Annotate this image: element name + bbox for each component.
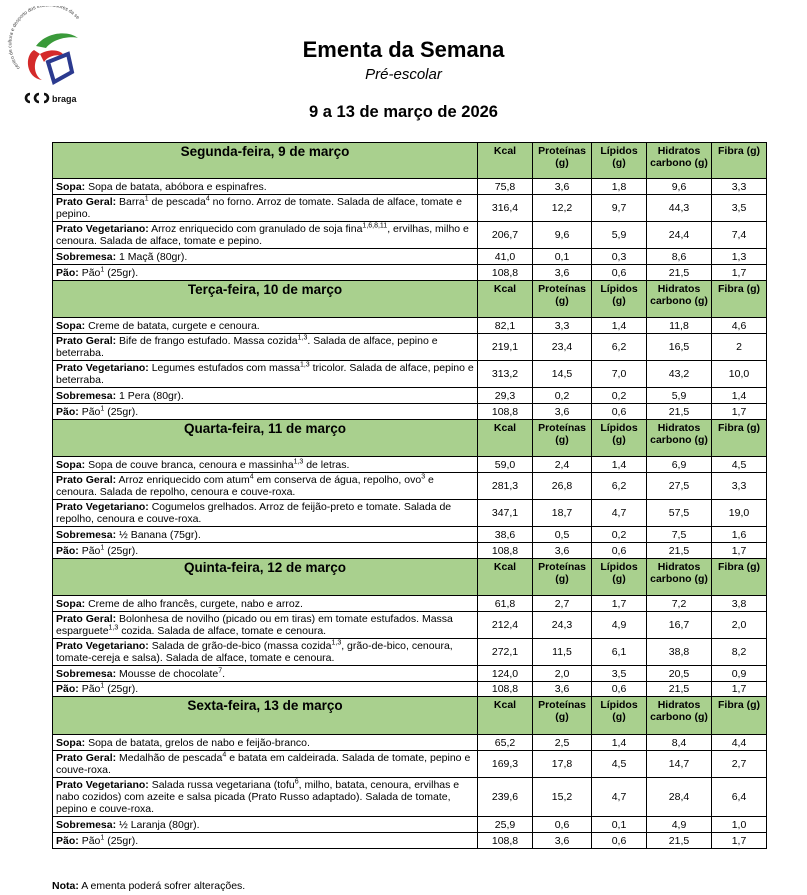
nutrition-value: 1,7: [712, 265, 767, 281]
nutrition-value: 6,2: [592, 473, 647, 500]
nutrition-value: 0,1: [533, 249, 592, 265]
dish-text: Barra$^1$ de pescada$^4$ no forno. Arroz de tomate. Salada de alface, tomate e pepino.: [56, 195, 462, 220]
nutrition-value: 8,4: [647, 735, 712, 751]
day-header-row: [53, 420, 767, 457]
nutrition-value: 4,9: [592, 612, 647, 639]
column-header: Kcal: [478, 559, 533, 596]
nutrition-value: 1,4: [592, 735, 647, 751]
dish-text: Pão$^1$ (25gr).: [81, 405, 139, 418]
dish-label: Pão:: [56, 544, 79, 557]
nutrition-value: 2,7: [533, 596, 592, 612]
dish-text: Sopa de couve branca, cenoura e massinha$^{1,3}$ de letras.: [88, 458, 350, 471]
column-header: Lípidos (g): [592, 420, 647, 457]
nutrition-value: 2,5: [533, 735, 592, 751]
nutrition-value: 26,8: [533, 473, 592, 500]
nutrition-value: 8,2: [712, 639, 767, 666]
dish-description: [53, 195, 478, 222]
column-header: Lípidos (g): [592, 281, 647, 318]
nutrition-value: 1,8: [592, 179, 647, 195]
nutrition-value: 313,2: [478, 361, 533, 388]
column-header: Hidratos carbono (g): [647, 559, 712, 596]
menu-row: [53, 778, 767, 817]
dish-description: [53, 543, 478, 559]
dish-description: [53, 735, 478, 751]
dish-description: [53, 527, 478, 543]
nutrition-value: 1,7: [592, 596, 647, 612]
nutrition-value: 3,6: [533, 833, 592, 849]
menu-row: [53, 817, 767, 833]
dish-text: Arroz enriquecido com granulado de soja fina$^{1,6,8,11}$, ervilhas, milho e cenoura. Salada de alface, tomate e pepino.: [56, 222, 469, 247]
menu-row: [53, 751, 767, 778]
nutrition-value: 57,5: [647, 500, 712, 527]
nutrition-value: 10,0: [712, 361, 767, 388]
nutrition-value: 1,3: [712, 249, 767, 265]
nutrition-value: 8,6: [647, 249, 712, 265]
nutrition-value: 108,8: [478, 404, 533, 420]
column-header: Kcal: [478, 281, 533, 318]
day-name: Segunda-feira, 9 de março: [53, 143, 478, 179]
menu-row: [53, 195, 767, 222]
dish-label: Sopa:: [56, 180, 86, 193]
column-header: Lípidos (g): [592, 559, 647, 596]
dish-label: Pão:: [56, 834, 79, 847]
nutrition-value: 1,4: [592, 457, 647, 473]
dish-text: Cogumelos grelhados. Arroz de feijão-preto e tomate. Salada de repolho, cenoura e couve-roxa.: [56, 501, 452, 525]
menu-table: [52, 142, 767, 849]
nutrition-value: 2,0: [712, 612, 767, 639]
dish-description: [53, 457, 478, 473]
menu-row: [53, 682, 767, 697]
nutrition-value: 27,5: [647, 473, 712, 500]
menu-row: [53, 361, 767, 388]
nutrition-value: 16,7: [647, 612, 712, 639]
menu-row: [53, 639, 767, 666]
dish-label: Sobremesa:: [56, 818, 117, 831]
nutrition-value: 7,2: [647, 596, 712, 612]
column-header: Kcal: [478, 143, 533, 179]
column-header: Proteínas (g): [533, 697, 592, 735]
dish-description: [53, 666, 478, 682]
menu-row: [53, 735, 767, 751]
nutrition-value: 75,8: [478, 179, 533, 195]
nutrition-value: 1,6: [712, 527, 767, 543]
nutrition-value: 0,5: [533, 527, 592, 543]
nutrition-value: 281,3: [478, 473, 533, 500]
nutrition-value: 14,5: [533, 361, 592, 388]
nutrition-value: 1,7: [712, 833, 767, 849]
nutrition-value: 108,8: [478, 543, 533, 559]
dish-label: Sopa:: [56, 458, 86, 471]
nutrition-value: 124,0: [478, 666, 533, 682]
dish-description: [53, 179, 478, 195]
nutrition-value: 7,0: [592, 361, 647, 388]
nutrition-value: 0,6: [592, 682, 647, 697]
menu-row: [53, 457, 767, 473]
dish-description: [53, 473, 478, 500]
dish-text: Medalhão de pescada$^4$ e batata em caldeirada. Salada de tomate, pepino e couve-roxa.: [56, 751, 471, 776]
dish-text: Pão$^1$ (25gr).: [81, 544, 139, 557]
nutrition-value: 3,6: [533, 265, 592, 281]
note-label: Nota:: [52, 880, 79, 892]
dish-text: Creme de batata, curgete e cenoura.: [88, 319, 260, 332]
nutrition-value: 4,7: [592, 500, 647, 527]
nutrition-value: 3,6: [533, 404, 592, 420]
nutrition-value: 239,6: [478, 778, 533, 817]
nutrition-value: 23,4: [533, 334, 592, 361]
nutrition-value: 4,4: [712, 735, 767, 751]
nutrition-value: 38,6: [478, 527, 533, 543]
nutrition-value: 0,2: [533, 388, 592, 404]
nutrition-value: 24,4: [647, 222, 712, 249]
menu-row: [53, 612, 767, 639]
nutrition-value: 6,1: [592, 639, 647, 666]
nutrition-value: 0,9: [712, 666, 767, 682]
dish-text: Legumes estufados com massa$^{1,3}$ tricolor. Salada de alface, pepino e beterraba.: [56, 361, 474, 386]
dish-label: Prato Vegetariano:: [56, 362, 149, 374]
column-header: Fibra (g): [712, 420, 767, 457]
note-text: A ementa poderá sofrer alterações.: [81, 880, 246, 892]
nutrition-value: 1,4: [712, 388, 767, 404]
column-header: Proteínas (g): [533, 143, 592, 179]
nutrition-value: 11,8: [647, 318, 712, 334]
nutrition-value: 20,5: [647, 666, 712, 682]
dish-label: Sopa:: [56, 597, 86, 610]
dish-label: Sobremesa:: [56, 667, 117, 680]
nutrition-value: 6,9: [647, 457, 712, 473]
nutrition-value: 4,7: [592, 778, 647, 817]
column-header: Fibra (g): [712, 143, 767, 179]
menu-row: [53, 596, 767, 612]
dish-label: Prato Geral:: [56, 752, 117, 764]
nutrition-value: 108,8: [478, 682, 533, 697]
nutrition-value: 3,6: [533, 543, 592, 559]
dish-description: [53, 318, 478, 334]
column-header: Fibra (g): [712, 697, 767, 735]
menu-row: [53, 527, 767, 543]
nutrition-value: 169,3: [478, 751, 533, 778]
nutrition-value: 0,2: [592, 388, 647, 404]
dish-description: [53, 222, 478, 249]
nutrition-value: 2,4: [533, 457, 592, 473]
nutrition-value: 21,5: [647, 404, 712, 420]
column-header: Fibra (g): [712, 281, 767, 318]
dish-label: Sopa:: [56, 319, 86, 332]
menu-row: [53, 179, 767, 195]
dish-text: Pão$^1$ (25gr).: [81, 834, 139, 847]
nutrition-value: 21,5: [647, 833, 712, 849]
nutrition-value: 6,4: [712, 778, 767, 817]
menu-row: [53, 666, 767, 682]
logo-wordmark: braga: [52, 94, 77, 104]
dish-description: [53, 612, 478, 639]
column-header: Lípidos (g): [592, 143, 647, 179]
dish-label: Sobremesa:: [56, 389, 117, 402]
nutrition-value: 7,4: [712, 222, 767, 249]
column-header: Lípidos (g): [592, 697, 647, 735]
column-header: Proteínas (g): [533, 281, 592, 318]
dish-label: Prato Vegetariano:: [56, 640, 149, 652]
dish-description: [53, 833, 478, 849]
column-header: Hidratos carbono (g): [647, 143, 712, 179]
menu-row: [53, 249, 767, 265]
menu-row: [53, 318, 767, 334]
dish-description: [53, 639, 478, 666]
nutrition-value: 347,1: [478, 500, 533, 527]
logo-arc-text: centro de cultura e desporto dos tra dores da se: [7, 6, 81, 71]
nutrition-value: 65,2: [478, 735, 533, 751]
nutrition-value: 1,7: [712, 543, 767, 559]
nutrition-value: 9,6: [647, 179, 712, 195]
dish-label: Sopa:: [56, 736, 86, 749]
menu-row: [53, 265, 767, 281]
nutrition-value: 4,6: [712, 318, 767, 334]
dish-label: Pão:: [56, 266, 79, 279]
nutrition-value: 2: [712, 334, 767, 361]
day-name: Quinta-feira, 12 de março: [53, 559, 478, 596]
menu-row: [53, 473, 767, 500]
dish-description: [53, 388, 478, 404]
dish-description: [53, 596, 478, 612]
nutrition-value: 3,3: [712, 473, 767, 500]
dish-label: Prato Vegetariano:: [56, 501, 149, 513]
dish-text: Pão$^1$ (25gr).: [81, 682, 139, 695]
nutrition-value: 61,8: [478, 596, 533, 612]
nutrition-value: 3,8: [712, 596, 767, 612]
dish-label: Pão:: [56, 405, 79, 418]
nutrition-value: 2,0: [533, 666, 592, 682]
nutrition-value: 9,7: [592, 195, 647, 222]
nutrition-value: 108,8: [478, 833, 533, 849]
nutrition-value: 24,3: [533, 612, 592, 639]
column-header: Hidratos carbono (g): [647, 420, 712, 457]
nutrition-value: 9,6: [533, 222, 592, 249]
nutrition-value: 2,7: [712, 751, 767, 778]
dish-label: Prato Geral:: [56, 196, 117, 208]
nutrition-value: 3,5: [592, 666, 647, 682]
menu-row: [53, 388, 767, 404]
column-header: Proteínas (g): [533, 420, 592, 457]
dish-text: Salada de grão-de-bico (massa cozida$^{1,3}$, grão-de-bico, cenoura, tomate-cereja e salsa). Salada de alface, tomate e cenoura.: [56, 639, 453, 664]
dish-text: Bolonhesa de novilho (picado ou em tiras) em tomate estufados. Massa esparguete$^{1,3}$ cozida. Salada de alface, tomate e cenoura.: [56, 613, 453, 637]
dish-text: ½ Laranja (80gr).: [119, 818, 200, 831]
nutrition-value: 5,9: [647, 388, 712, 404]
nutrition-value: 21,5: [647, 265, 712, 281]
dish-description: [53, 249, 478, 265]
day-header-row: [53, 559, 767, 596]
nutrition-value: 12,2: [533, 195, 592, 222]
menu-row: [53, 543, 767, 559]
dish-description: [53, 778, 478, 817]
day-header-row: [53, 281, 767, 318]
nutrition-value: 0,6: [592, 265, 647, 281]
nutrition-value: 3,3: [533, 318, 592, 334]
dish-description: [53, 404, 478, 420]
nutrition-value: 1,4: [592, 318, 647, 334]
nutrition-value: 44,3: [647, 195, 712, 222]
nutrition-value: 16,5: [647, 334, 712, 361]
menu-note: [52, 880, 245, 892]
nutrition-value: 28,4: [647, 778, 712, 817]
dish-description: [53, 817, 478, 833]
nutrition-value: 0,6: [592, 543, 647, 559]
nutrition-value: 15,2: [533, 778, 592, 817]
nutrition-value: 3,5: [712, 195, 767, 222]
nutrition-value: 219,1: [478, 334, 533, 361]
page-title: Ementa da Semana: [302, 37, 505, 62]
dish-text: Salada russa vegetariana (tofu$^6$, milho, batata, cenoura, ervilhas e nabo cozidos) com azeite e salsa picada (Prato Russo adaptado). Salada de tomate, pepino e couve-roxa.: [56, 778, 460, 815]
nutrition-value: 14,7: [647, 751, 712, 778]
nutrition-value: 38,8: [647, 639, 712, 666]
menu-row: [53, 833, 767, 849]
dish-description: [53, 751, 478, 778]
day-name: Quarta-feira, 11 de março: [53, 420, 478, 457]
nutrition-value: 272,1: [478, 639, 533, 666]
nutrition-value: 316,4: [478, 195, 533, 222]
dish-description: [53, 682, 478, 697]
column-header: Kcal: [478, 697, 533, 735]
column-header: Fibra (g): [712, 559, 767, 596]
dish-text: Creme de alho francês, curgete, nabo e arroz.: [88, 597, 303, 610]
nutrition-value: 1,7: [712, 682, 767, 697]
column-header: Hidratos carbono (g): [647, 281, 712, 318]
nutrition-value: 0,6: [592, 404, 647, 420]
dish-label: Prato Geral:: [56, 474, 117, 486]
nutrition-value: 3,6: [533, 682, 592, 697]
nutrition-value: 18,7: [533, 500, 592, 527]
nutrition-value: 3,3: [712, 179, 767, 195]
menu-row: [53, 500, 767, 527]
nutrition-value: 82,1: [478, 318, 533, 334]
nutrition-value: 1,0: [712, 817, 767, 833]
menu-row: [53, 404, 767, 420]
column-header: Hidratos carbono (g): [647, 697, 712, 735]
day-header-row: [53, 697, 767, 735]
page-subtitle: Pré-escolar: [365, 66, 442, 83]
nutrition-value: 212,4: [478, 612, 533, 639]
dish-description: [53, 334, 478, 361]
nutrition-value: 17,8: [533, 751, 592, 778]
dish-label: Sobremesa:: [56, 250, 117, 263]
nutrition-value: 3,6: [533, 179, 592, 195]
dish-label: Prato Vegetariano:: [56, 223, 149, 235]
nutrition-value: 21,5: [647, 543, 712, 559]
day-name: Sexta-feira, 13 de março: [53, 697, 478, 735]
dish-text: 1 Maçã (80gr).: [119, 250, 188, 263]
nutrition-value: 7,5: [647, 527, 712, 543]
dish-text: Sopa de batata, grelos de nabo e feijão-branco.: [88, 736, 310, 749]
dish-text: Sopa de batata, abóbora e espinafres.: [88, 180, 267, 193]
dish-description: [53, 265, 478, 281]
dish-label: Prato Geral:: [56, 335, 117, 347]
nutrition-value: 0,6: [533, 817, 592, 833]
nutrition-value: 21,5: [647, 682, 712, 697]
nutrition-value: 43,2: [647, 361, 712, 388]
nutrition-value: 25,9: [478, 817, 533, 833]
column-header: Proteínas (g): [533, 559, 592, 596]
nutrition-value: 108,8: [478, 265, 533, 281]
nutrition-value: 0,3: [592, 249, 647, 265]
nutrition-value: 11,5: [533, 639, 592, 666]
menu-row: [53, 222, 767, 249]
dish-text: Pão$^1$ (25gr).: [81, 266, 139, 279]
nutrition-value: 1,7: [712, 404, 767, 420]
dish-text: ½ Banana (75gr).: [119, 528, 201, 541]
nutrition-value: 41,0: [478, 249, 533, 265]
dish-label: Pão:: [56, 683, 79, 695]
dish-description: [53, 361, 478, 388]
dish-text: 1 Pera (80gr).: [119, 389, 184, 402]
nutrition-value: 4,5: [592, 751, 647, 778]
dish-label: Sobremesa:: [56, 528, 117, 541]
nutrition-value: 6,2: [592, 334, 647, 361]
nutrition-value: 0,2: [592, 527, 647, 543]
dish-text: Arroz enriquecido com atum$^4$ em conserva de água, repolho, ovo$^3$ e cenoura. Salada de repolho, cenoura e couve-roxa.: [56, 473, 434, 498]
day-name: Terça-feira, 10 de março: [53, 281, 478, 318]
week-dates: 9 a 13 de março de 2026: [309, 103, 498, 121]
dish-label: Prato Vegetariano:: [56, 779, 149, 791]
nutrition-value: 206,7: [478, 222, 533, 249]
dish-text: Mousse de chocolate$^7$.: [119, 667, 226, 680]
dish-text: Bife de frango estufado. Massa cozida$^{1,3}$. Salada de alface, pepino e beterraba.: [56, 334, 438, 359]
nutrition-value: 19,0: [712, 500, 767, 527]
nutrition-value: 5,9: [592, 222, 647, 249]
nutrition-value: 4,9: [647, 817, 712, 833]
column-header: Kcal: [478, 420, 533, 457]
nutrition-value: 29,3: [478, 388, 533, 404]
nutrition-value: 4,5: [712, 457, 767, 473]
dish-label: Prato Geral:: [56, 613, 117, 625]
menu-row: [53, 334, 767, 361]
nutrition-value: 0,1: [592, 817, 647, 833]
nutrition-value: 0,6: [592, 833, 647, 849]
dish-description: [53, 500, 478, 527]
nutrition-value: 59,0: [478, 457, 533, 473]
day-header-row: [53, 143, 767, 179]
